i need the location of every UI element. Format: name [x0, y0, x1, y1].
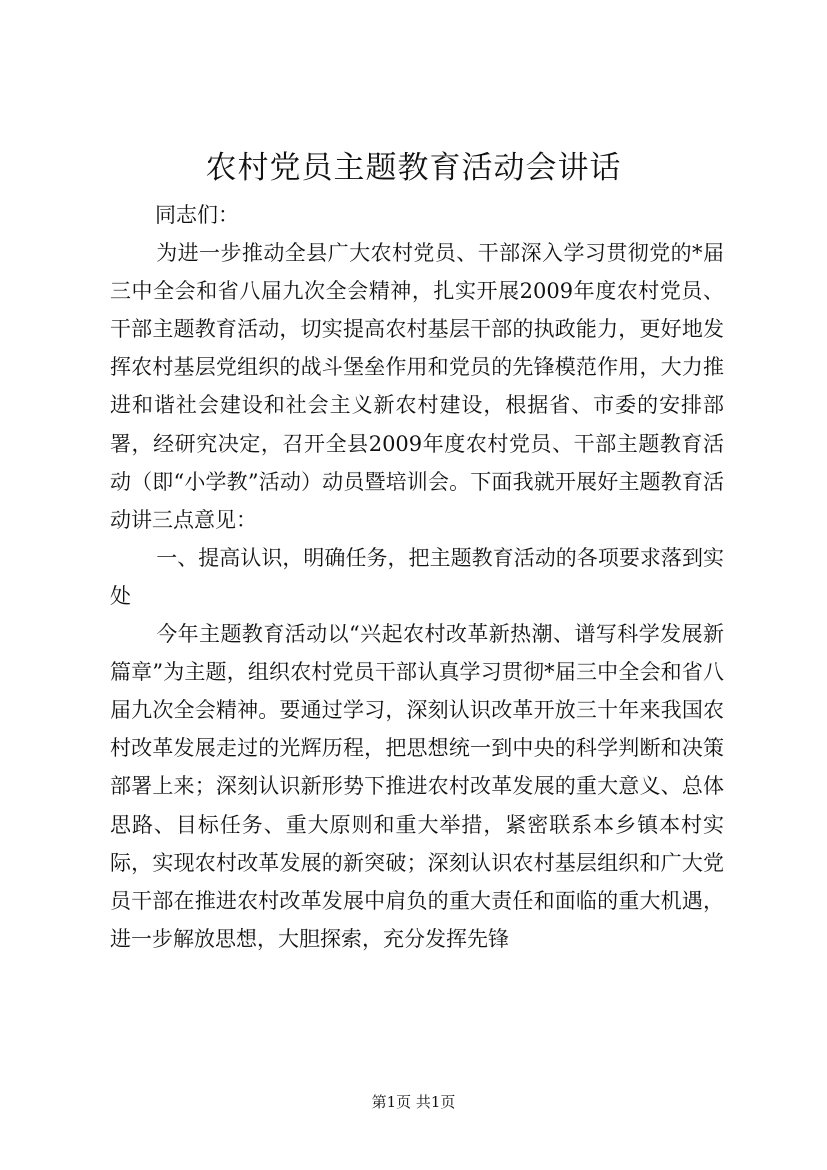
- paragraph-section-1: 今年主题教育活动以“兴起农村改革新热潮、谱写科学发展新篇章”为主题，组织农村党员干部认真学习贯彻*届三中全会和省八届九次全会精神。要通过学习，深刻认识改革开放三十年来我国农村改革发展走过的光辉历程，把思想统一到中央的科学判断和决策部署上来；深刻认识新形势下推进农村改革发展的重大意义、总体思路、目标任务、重大原则和重大举措，紧密联系本乡镇本村实际，实现农村改革发展的新突破；深刻认识农村基层组织和广大党员干部在推进农村改革发展中肩负的重大责任和面临的重大机遇，进一步解放思想，大胆探索，充分发挥先锋: [110, 622, 724, 951]
- page-footer: 第1页 共1页: [371, 1093, 456, 1111]
- section-heading-1: 一、提高认识，明确任务，把主题教育活动的各项要求落到实处: [110, 545, 724, 608]
- paragraph-intro: 为进一步推动全县广大农村党员、干部深入学习贯彻党的*届三中全会和省八届九次全会精神，扎实开展2009年度农村党员、干部主题教育活动，切实提高农村基层干部的执政能力，更好地发挥农村基层党组织的战斗堡垒作用和党员的先锋模范作用，大力推进和谐社会建设和社会主义新农村建设，根据省、市委的安排部署，经研究决定，召开全县2009年度农村党员、干部主题教育活动（即“小学教”活动）动员暨培训会。下面我就开展好主题教育活动讲三点意见：: [110, 241, 724, 532]
- document-body: [110, 196, 724, 958]
- greeting: 同志们：: [155, 203, 239, 227]
- document-title: 农村党员主题教育活动会讲话: [205, 150, 622, 186]
